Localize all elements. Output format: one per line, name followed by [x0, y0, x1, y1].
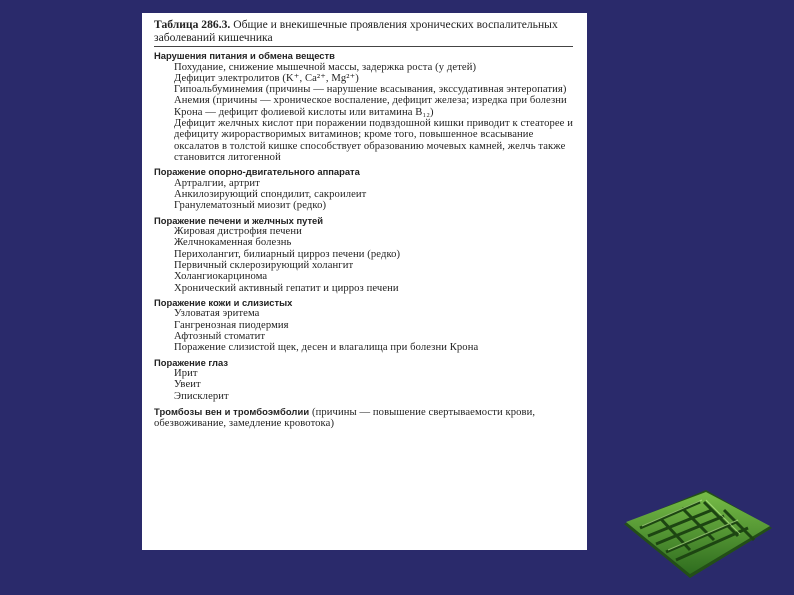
footer-text: (причины — повышение свертываемости крови, обезвоживание, замедление кровотока): [154, 406, 536, 430]
list-item: Гангренозная пиодермия: [174, 319, 289, 331]
list-item: Перихолангит, билиарный цирроз печени (редко): [174, 248, 401, 260]
list-item: Гипоальбуминемия (причины — нарушение всасывания, экссудативная энтеропатия): [174, 84, 567, 96]
footer-bold: Тромбозы вен и тромбоэмболии: [154, 405, 310, 417]
green-maze-icon: [620, 488, 775, 580]
section-heading-liver: Поражение печени и желчных путей: [154, 214, 324, 226]
list-item: Артралгии, артрит: [174, 177, 260, 189]
list-item: Похудание, снижение мышечной массы, задержка роста (у детей): [174, 61, 477, 73]
list-item: Гранулематозный миозит (редко): [174, 200, 327, 212]
section-heading-nutrition: Нарушения питания и обмена веществ: [154, 50, 335, 61]
table-number: Таблица 286.3.: [154, 18, 231, 31]
list-item: Анемия (причины — хроническое воспаление, дефицит железа; изредка при болезни Крона — дефицит фолиевой кислоты или витамина B₁₂): [174, 95, 567, 118]
list-item: Дефицит желчных кислот при поражении подвздошной кишки приводит к стеаторее и дефициту жирорастворимых витаминов; кроме того, повышенное всасывание оксалатов в толстой кишке способствует образованию мочевых камней, желчь также становится литогенной: [174, 117, 573, 163]
footer-note: [154, 406, 573, 430]
list-item: Анкилозирующий спондилит, сакроилеит: [174, 188, 367, 200]
list-item: Дефицит электролитов (K⁺, Ca²⁺, Mg²⁺): [174, 72, 359, 84]
list-item: Увеит: [174, 379, 201, 391]
table-title: [154, 19, 573, 47]
section-heading-eyes: Поражение глаз: [154, 356, 229, 368]
list-item: Эписклерит: [174, 390, 229, 402]
list-item: Жировая дистрофия печени: [174, 226, 302, 238]
list-item: Первичный склерозирующий холангит: [174, 259, 354, 271]
list-item: Афтозный стоматит: [174, 330, 266, 342]
list-item: Желчнокаменная болезнь: [174, 237, 292, 249]
section-heading-musculoskeletal: Поражение опорно-двигательного аппарата: [154, 166, 360, 178]
table-caption: Общие и внекишечные проявления хронических воспалительных заболеваний кишечника: [154, 18, 558, 44]
section-heading-skin: Поражение кожи и слизистых: [154, 296, 293, 308]
list-item: Узловатая эритема: [174, 308, 260, 320]
list-item: Поражение слизистой щек, десен и влагалища при болезни Крона: [174, 342, 479, 354]
document-page: [142, 13, 587, 550]
list-item: Хронический активный гепатит и цирроз печени: [174, 282, 399, 294]
list-item: Холангиокарцинома: [174, 271, 268, 283]
list-item: Ирит: [174, 368, 198, 380]
